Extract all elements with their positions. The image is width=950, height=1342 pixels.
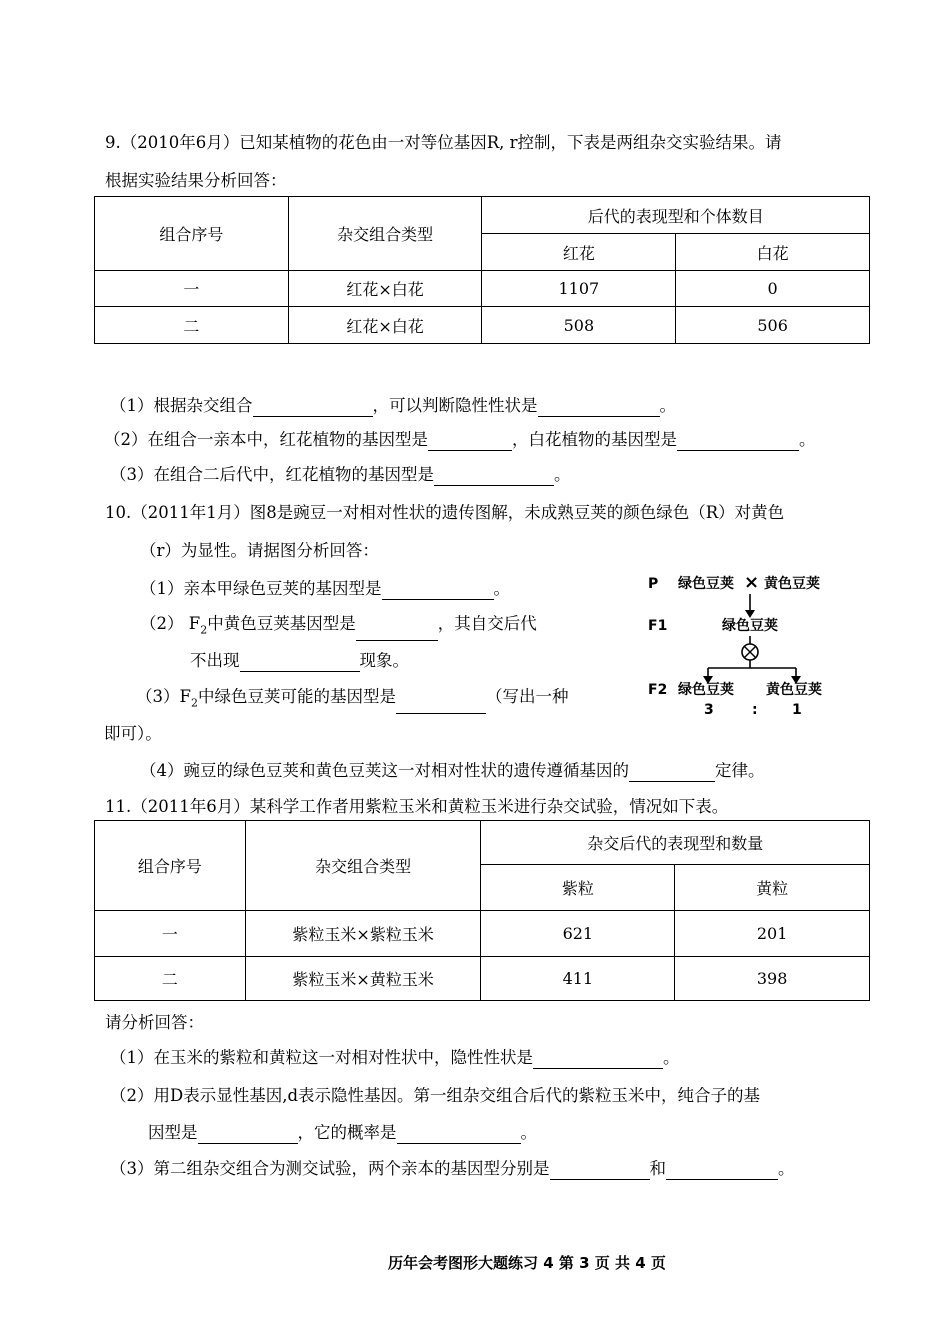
q11-cell-purple: 621	[481, 911, 675, 957]
q9-blank-2[interactable]	[538, 398, 660, 417]
diagram-f1-green: 绿色豆荚	[722, 618, 778, 634]
q11-part2-cont: 因型是 ，它的概率是 。	[148, 1123, 537, 1142]
q9-cell-group: 一	[95, 271, 289, 307]
q11-part3: （3）第二组杂交组合为测交试验，两个亲本的基因型分别是 和 。	[110, 1159, 795, 1178]
q11-header-yellow: 黄粒	[675, 865, 870, 911]
q10-part3-cont: 即可）。	[104, 724, 162, 743]
page-footer: 历年会考图形大题练习 4 第 3 页 共 4 页	[388, 1254, 666, 1272]
diagram-ratio-yellow: 1	[792, 702, 802, 718]
q11-stem-line1: 11.（2011年6月）某科学工作者用紫粒玉米和黄粒玉米进行杂交试验，情况如下表。	[105, 797, 729, 816]
q11-cell-group: 一	[95, 911, 246, 957]
q11-part2: （2）用D表示显性基因,d表示隐性基因。第一组杂交组合后代的紫粒玉米中，纯合子的基	[110, 1086, 761, 1105]
q9-stem-line2: 根据实验结果分析回答：	[105, 171, 287, 190]
table-row	[95, 271, 870, 307]
diagram-ratio-green: 3	[704, 702, 714, 718]
table-row	[95, 911, 870, 957]
diagram-f2-green: 绿色豆荚	[678, 682, 734, 698]
q9-header-red: 红花	[482, 234, 676, 271]
q11-cell-group: 二	[95, 957, 246, 1001]
q9-header-type: 杂交组合类型	[288, 197, 482, 271]
q10-blank-4[interactable]	[396, 695, 486, 714]
pea-genetic-diagram	[640, 560, 890, 725]
q10-part4: （4）豌豆的绿色豆荚和黄色豆荚这一对相对性状的遗传遵循基因的 定律。	[140, 761, 765, 780]
q9-header-group: 组合序号	[95, 197, 289, 271]
q9-header-white: 白花	[676, 234, 870, 271]
q10-stem-line1: 10.（2011年1月）图8是豌豆一对相对性状的遗传图解，未成熟豆荚的颜色绿色（R）对黄色	[105, 503, 785, 522]
q11-header-type: 杂交组合类型	[245, 821, 481, 911]
q9-part1: （1）根据杂交组合 ，可以判断隐性性状是 。	[110, 396, 676, 415]
q11-header-offspring: 杂交后代的表现型和数量	[481, 821, 870, 865]
q10-stem-line2: （r）为显性。请据图分析回答：	[140, 541, 379, 560]
q10-part3: $(3)F_2$中绿色豆荚可能的基因型是 （写出一种	[136, 686, 568, 714]
table-row	[95, 307, 870, 344]
q9-cell-white: 0	[676, 271, 870, 307]
q9-header-offspring: 后代的表现型和个体数目	[482, 197, 870, 234]
q9-part3: （3）在组合二后代中，红花植物的基因型是 。	[110, 465, 571, 484]
q9-cell-white: 506	[676, 307, 870, 344]
diagram-label-f2: F2	[648, 682, 668, 698]
diagram-ratio-sep: :	[752, 702, 758, 718]
q11-ask: 请分析回答：	[105, 1013, 204, 1032]
diagram-parent-yellow: 黄色豆荚	[764, 576, 820, 592]
q11-cell-purple: 411	[481, 957, 675, 1001]
q9-table	[94, 196, 870, 344]
q11-part1: （1）在玉米的紫粒和黄粒这一对相对性状中，隐性性状是 。	[110, 1048, 680, 1067]
diagram-label-p: P	[648, 576, 659, 592]
q11-cell-type: 紫粒玉米×紫粒玉米	[245, 911, 481, 957]
q9-cell-red: 508	[482, 307, 676, 344]
q11-blank-4[interactable]	[550, 1161, 650, 1180]
q9-cell-red: 1107	[482, 271, 676, 307]
q10-blank-3[interactable]	[240, 653, 360, 672]
q9-cell-group: 二	[95, 307, 289, 344]
q9-blank-1[interactable]	[253, 398, 373, 417]
q11-header-purple: 紫粒	[481, 865, 675, 911]
diagram-arrowhead-1	[745, 610, 755, 618]
q10-part2-cont: 不出现 现象。	[190, 651, 409, 670]
diagram-label-f1: F1	[648, 618, 668, 634]
diagram-parent-green: 绿色豆荚	[678, 576, 734, 592]
q11-blank-3[interactable]	[397, 1125, 521, 1144]
q10-blank-2[interactable]	[356, 622, 438, 641]
q11-table	[94, 820, 870, 1001]
diagram-cross: ×	[744, 572, 760, 593]
q9-part2: （2）在组合一亲本中，红花植物的基因型是 ，白花植物的基因型是 。	[104, 430, 816, 449]
q10-part1: （1）亲本甲绿色豆荚的基因型是 。	[140, 579, 510, 598]
q11-blank-2[interactable]	[198, 1125, 298, 1144]
q11-cell-yellow: 398	[675, 957, 870, 1001]
q10-part2: （2） $F_2$中黄色豆荚基因型是 ，其自交后代	[140, 613, 537, 641]
q11-header-group: 组合序号	[95, 821, 246, 911]
q9-blank-5[interactable]	[434, 467, 554, 486]
q9-cell-type: 红花×白花	[288, 271, 482, 307]
q10-blank-5[interactable]	[629, 763, 715, 782]
q9-stem-line1: 9.（2010年6月）已知某植物的花色由一对等位基因R, r控制，下表是两组杂交实验结果。请	[105, 133, 782, 152]
diagram-f2-yellow: 黄色豆荚	[766, 682, 822, 698]
q11-blank-1[interactable]	[533, 1050, 663, 1069]
q11-cell-type: 紫粒玉米×黄粒玉米	[245, 957, 481, 1001]
q9-blank-4[interactable]	[677, 432, 799, 451]
q11-cell-yellow: 201	[675, 911, 870, 957]
q11-blank-5[interactable]	[666, 1161, 778, 1180]
table-row	[95, 957, 870, 1001]
q9-cell-type: 红花×白花	[288, 307, 482, 344]
q9-blank-3[interactable]	[428, 432, 512, 451]
q10-blank-1[interactable]	[382, 581, 494, 600]
